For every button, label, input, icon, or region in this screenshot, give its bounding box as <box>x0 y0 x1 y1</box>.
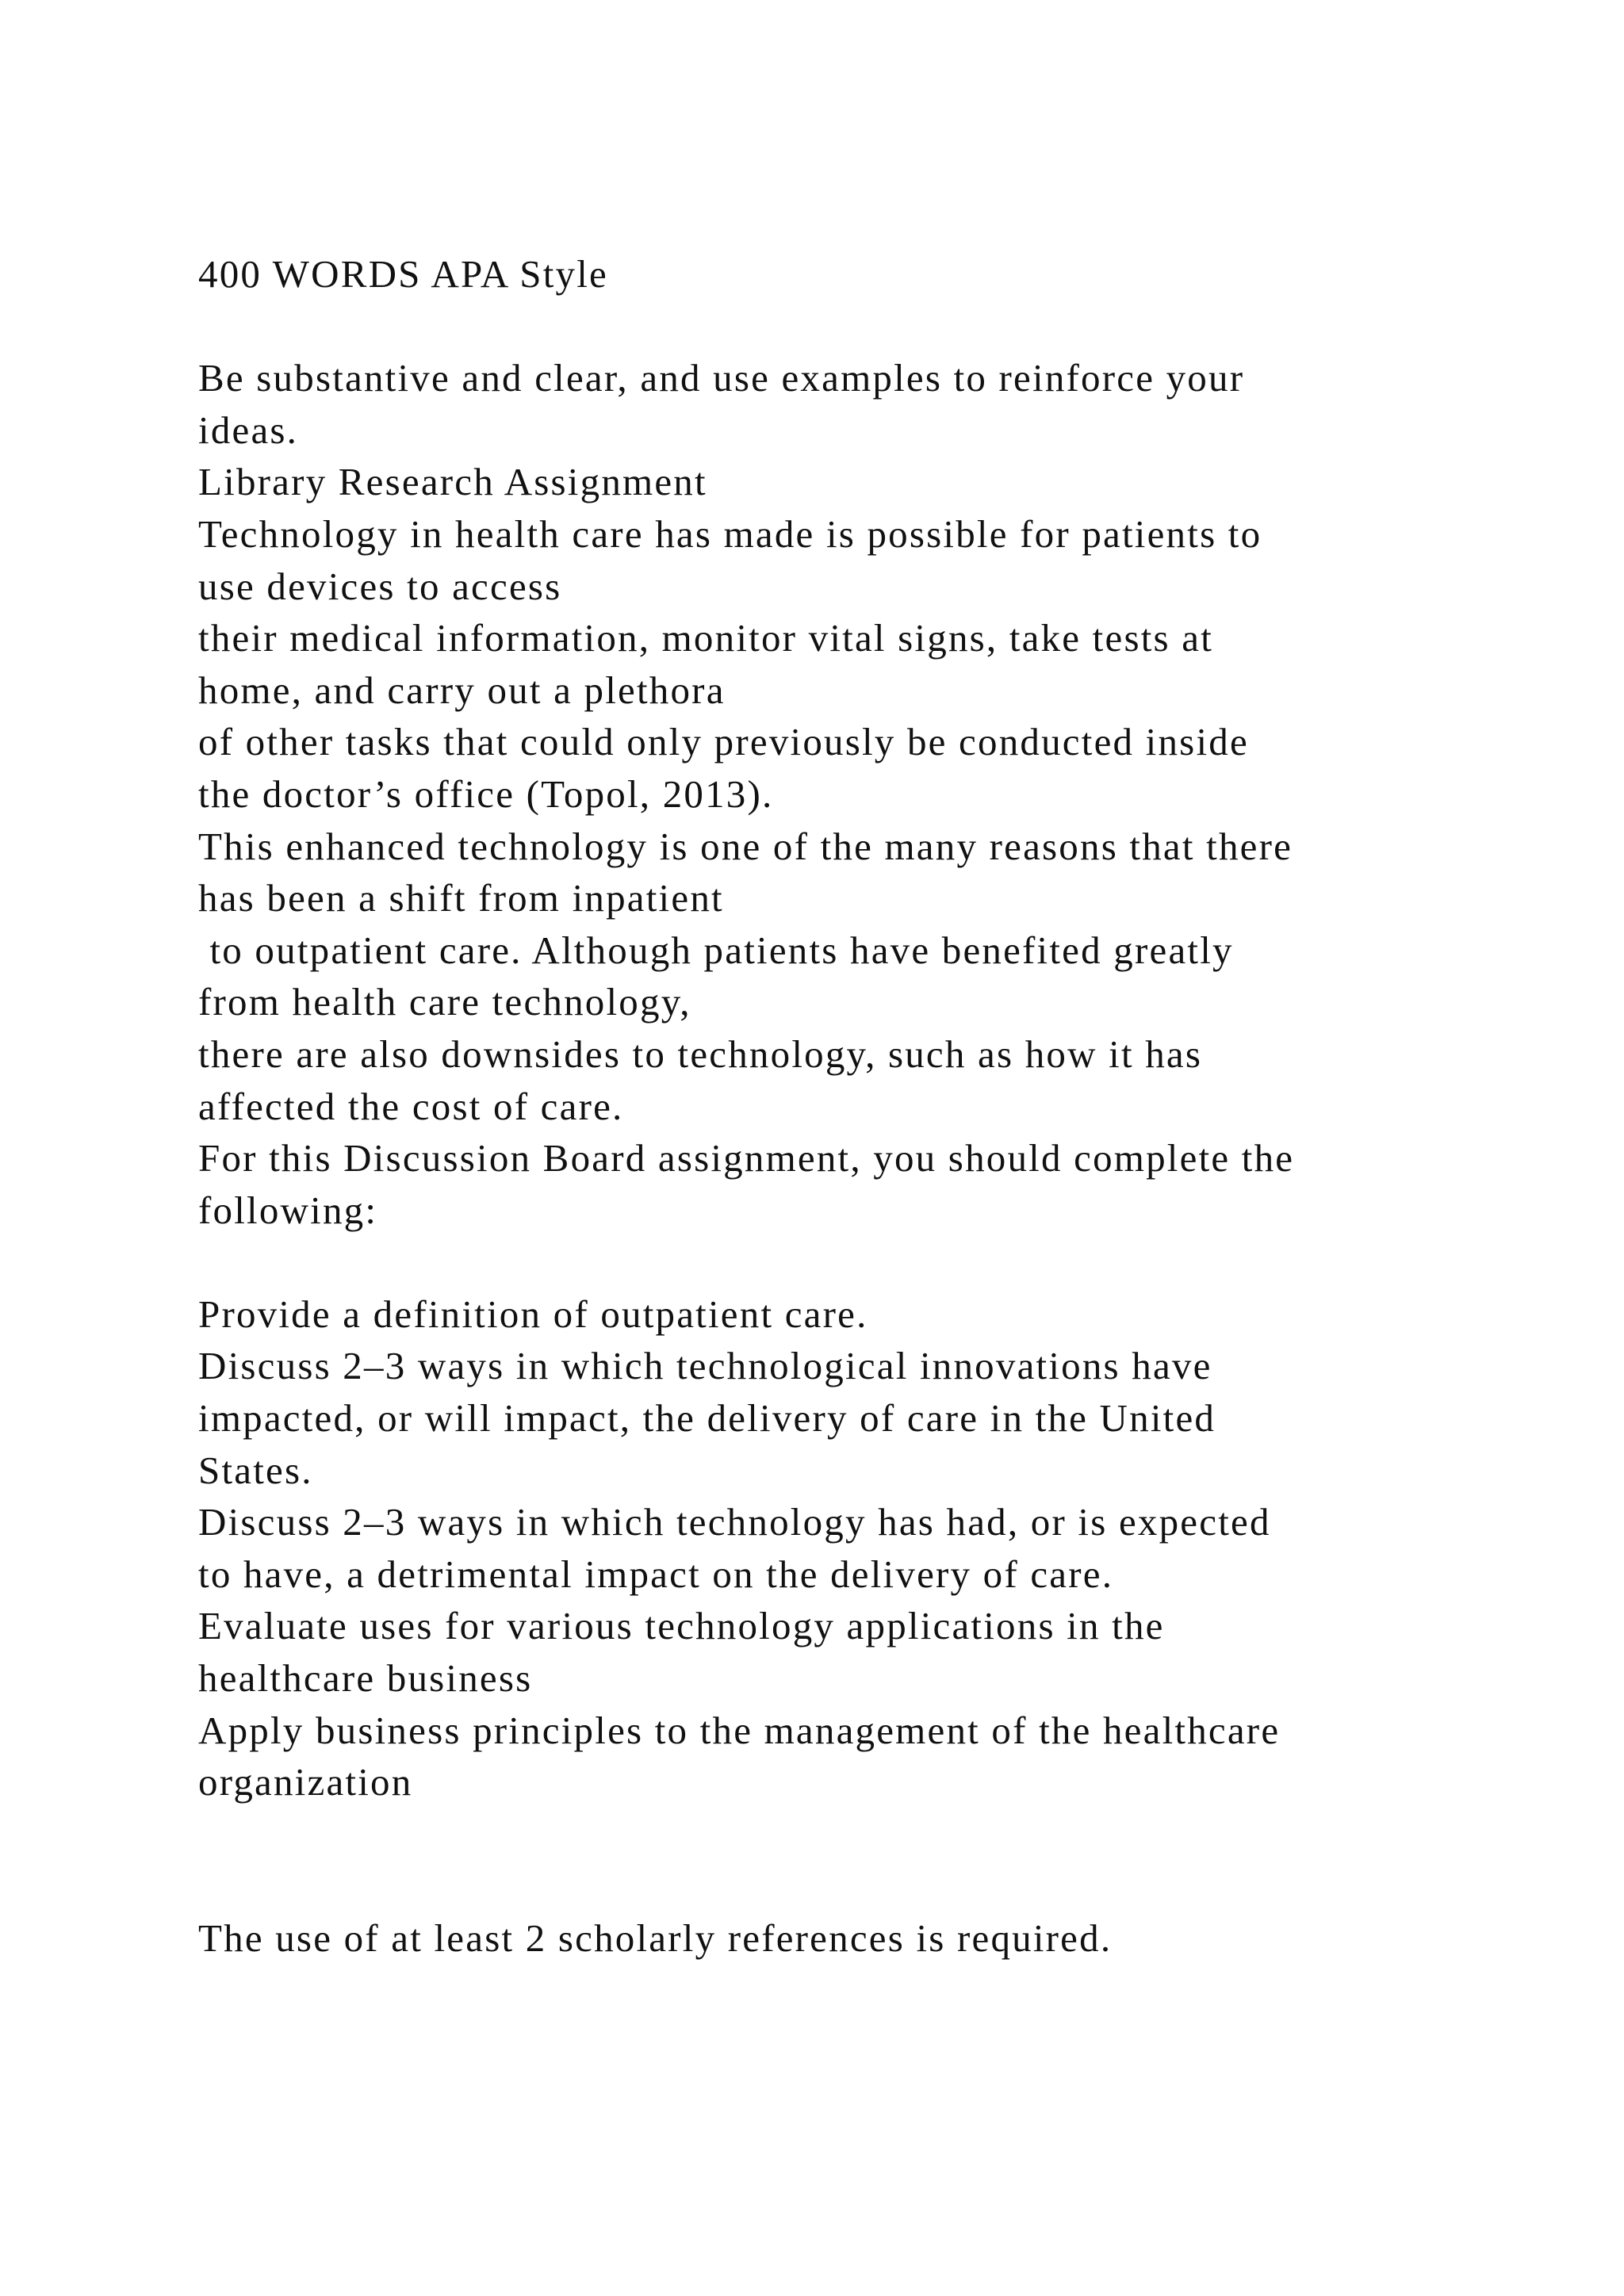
task-item: Discuss 2–3 ways in which technology has had, or is expected <box>198 1500 1271 1544</box>
text-line: Technology in health care has made is possible for patients to <box>198 511 1262 556</box>
text-line: For this Discussion Board assignment, you should complete the <box>198 1136 1295 1181</box>
document-heading: 400 WORDS APA Style <box>198 252 608 296</box>
task-item: healthcare business <box>198 1656 533 1701</box>
text-line: the doctor’s office (Topol, 2013). <box>198 771 774 816</box>
document-body <box>198 248 1546 1965</box>
text-line: has been a shift from inpatient <box>198 876 724 920</box>
text-line: from health care technology, <box>198 980 691 1024</box>
task-item: States. <box>198 1448 313 1492</box>
text-line: This enhanced technology is one of the many reasons that there <box>198 824 1293 868</box>
task-item: Provide a definition of outpatient care. <box>198 1292 868 1336</box>
blank-line <box>198 1860 1546 1912</box>
text-line: to outpatient care. Although patients have benefited greatly <box>198 928 1234 972</box>
text-line: home, and carry out a plethora <box>198 668 726 712</box>
text-line: Be substantive and clear, and use examples to reinforce your <box>198 356 1245 400</box>
task-item: to have, a detrimental impact on the delivery of care. <box>198 1552 1114 1596</box>
task-item: Evaluate uses for various technology applications in the <box>198 1604 1165 1648</box>
blank-line <box>198 1236 1546 1288</box>
text-line: their medical information, monitor vital signs, take tests at <box>198 616 1214 660</box>
blank-line <box>198 1808 1546 1861</box>
text-line: there are also downsides to technology, such as how it has <box>198 1031 1203 1076</box>
task-item: impacted, or will impact, the delivery of care in the United <box>198 1396 1216 1441</box>
section-title: Library Research Assignment <box>198 460 707 504</box>
text-line: of other tasks that could only previously be conducted inside <box>198 720 1249 764</box>
task-item: Discuss 2–3 ways in which technological innovations have <box>198 1344 1212 1388</box>
text-line: following: <box>198 1188 378 1232</box>
text-line: affected the cost of care. <box>198 1084 624 1128</box>
blank-line <box>198 300 1546 353</box>
task-item: Apply business principles to the management of the healthcare <box>198 1708 1281 1752</box>
requirement-note: The use of at least 2 scholarly references is required. <box>198 1916 1113 1960</box>
task-item: organization <box>198 1760 413 1804</box>
text-line: use devices to access <box>198 564 562 608</box>
text-line: ideas. <box>198 408 299 452</box>
